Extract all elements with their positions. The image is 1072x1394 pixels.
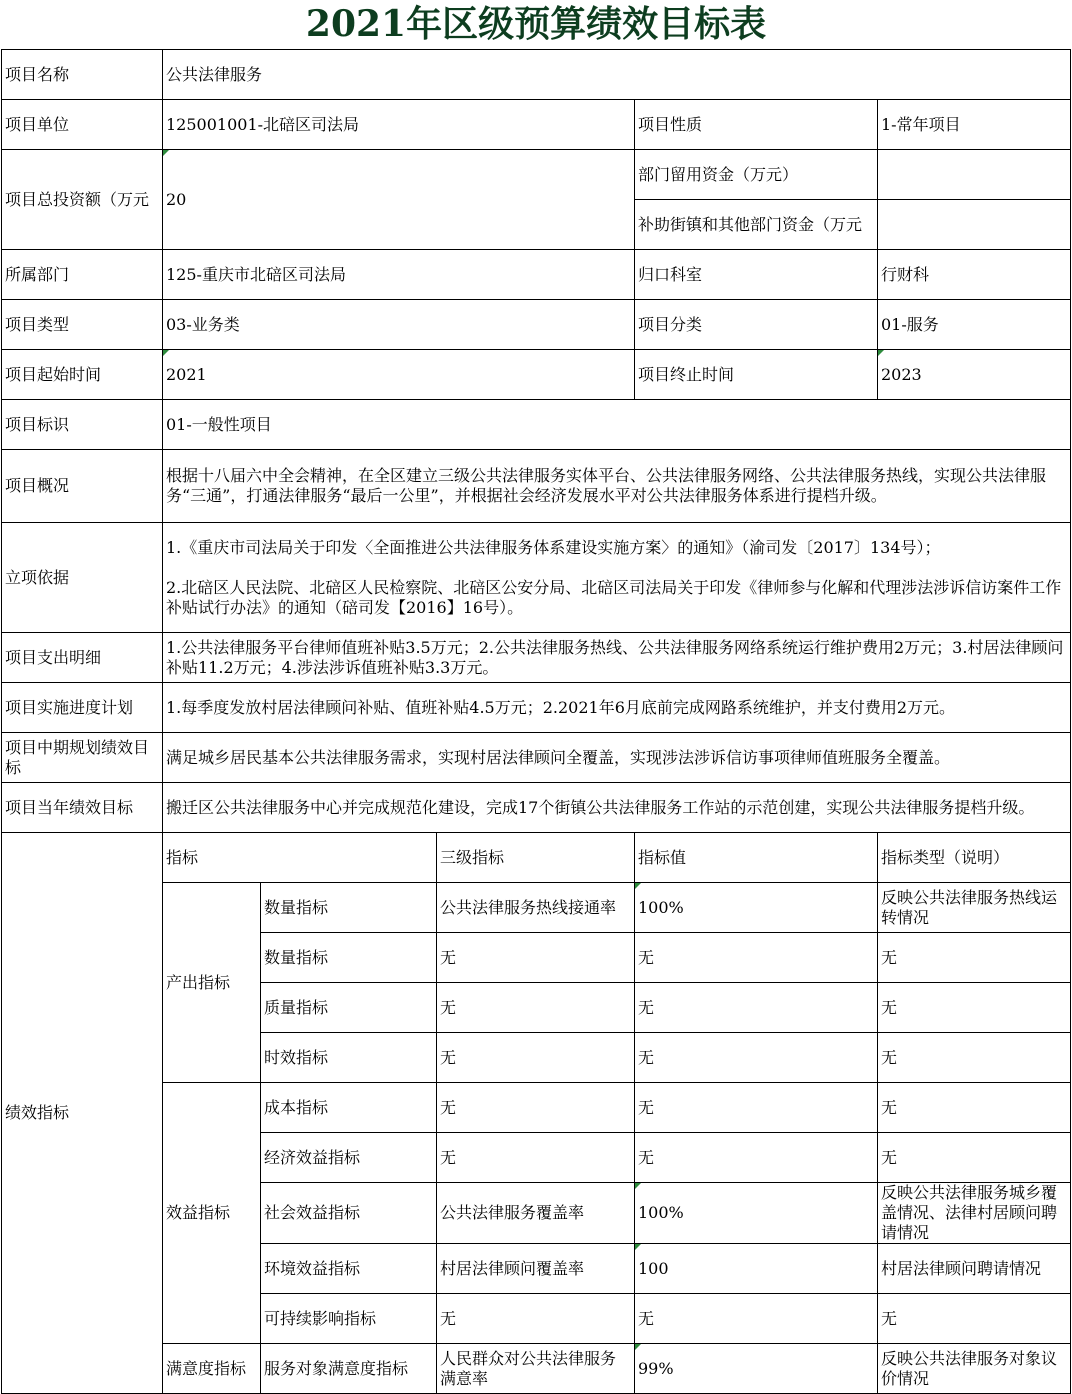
comment-marker bbox=[163, 350, 169, 356]
value-project-category[interactable]: 01-服务 bbox=[878, 300, 1071, 350]
basis-spacer bbox=[166, 558, 1067, 578]
row-project-type bbox=[2, 300, 1071, 350]
total-investment-text: 20 bbox=[166, 189, 187, 209]
value-basis[interactable] bbox=[163, 523, 1071, 633]
row-schedule bbox=[2, 683, 1071, 733]
indicator-value[interactable]: 无 bbox=[635, 983, 878, 1033]
basis-item-1: 1.《重庆市司法局关于印发〈全面推进公共法律服务体系建设实施方案〉的通知》（渝司发〔2017〕134号）； bbox=[166, 537, 941, 557]
indicator-level2[interactable]: 成本指标 bbox=[261, 1083, 437, 1133]
row-department bbox=[2, 250, 1071, 300]
label-expense-detail[interactable]: 项目支出明细 bbox=[2, 633, 163, 683]
label-project-type[interactable]: 项目类型 bbox=[2, 300, 163, 350]
indicator-level2[interactable]: 时效指标 bbox=[261, 1033, 437, 1083]
label-subsidy-funds[interactable]: 补助街镇和其他部门资金（万元 bbox=[635, 200, 878, 250]
label-counterpart-office[interactable]: 归口科室 bbox=[635, 250, 878, 300]
indicator-value[interactable] bbox=[635, 883, 878, 933]
end-time-text: 2023 bbox=[881, 364, 922, 384]
indicator-level3[interactable]: 无 bbox=[437, 933, 635, 983]
value-total-investment[interactable] bbox=[163, 150, 635, 250]
row-project-name bbox=[2, 50, 1071, 100]
header-value[interactable]: 指标值 bbox=[635, 833, 878, 883]
header-level3[interactable]: 三级指标 bbox=[437, 833, 635, 883]
label-project-name[interactable]: 项目名称 bbox=[2, 50, 163, 100]
label-total-investment[interactable]: 项目总投资额（万元 bbox=[2, 150, 163, 250]
value-start-time[interactable] bbox=[163, 350, 635, 400]
indicator-value[interactable] bbox=[635, 1183, 878, 1244]
indicator-value-text: 100% bbox=[638, 897, 684, 917]
indicator-level3[interactable]: 无 bbox=[437, 1133, 635, 1183]
row-indicator-header bbox=[2, 833, 1071, 883]
label-schedule[interactable]: 项目实施进度计划 bbox=[2, 683, 163, 733]
indicator-desc[interactable]: 反映公共法律服务热线运转情况 bbox=[878, 883, 1071, 933]
value-project-mark[interactable]: 01-一般性项目 bbox=[163, 400, 1071, 450]
value-mid-term-goal[interactable]: 满足城乡居民基本公共法律服务需求，实现村居法律顾问全覆盖，实现涉法涉诉信访事项律师值班服务全覆盖。 bbox=[163, 733, 1071, 783]
indicator-desc[interactable]: 无 bbox=[878, 933, 1071, 983]
comment-marker bbox=[635, 1244, 641, 1250]
indicator-value[interactable]: 无 bbox=[635, 1083, 878, 1133]
label-start-time[interactable]: 项目起始时间 bbox=[2, 350, 163, 400]
indicator-level3[interactable]: 无 bbox=[437, 1294, 635, 1344]
label-project-unit[interactable]: 项目单位 bbox=[2, 100, 163, 150]
label-basis[interactable]: 立项依据 bbox=[2, 523, 163, 633]
indicator-row bbox=[2, 883, 1071, 933]
label-overview[interactable]: 项目概况 bbox=[2, 450, 163, 523]
group-satisfaction-indicators[interactable]: 满意度指标 bbox=[163, 1344, 261, 1394]
value-project-nature[interactable]: 1-常年项目 bbox=[878, 100, 1071, 150]
indicator-level2[interactable]: 社会效益指标 bbox=[261, 1183, 437, 1244]
indicator-value-text: 100 bbox=[638, 1258, 669, 1278]
indicator-desc[interactable]: 反映公共法律服务对象议价情况 bbox=[878, 1344, 1071, 1394]
indicator-level2[interactable]: 服务对象满意度指标 bbox=[261, 1344, 437, 1394]
row-overview bbox=[2, 450, 1071, 523]
value-annual-goal[interactable]: 搬迁区公共法律服务中心并完成规范化建设，完成17个街镇公共法律服务工作站的示范创建，实现公共法律服务提档升级。 bbox=[163, 783, 1071, 833]
indicator-value[interactable]: 无 bbox=[635, 933, 878, 983]
indicator-desc[interactable]: 无 bbox=[878, 1033, 1071, 1083]
row-mid-term-goal bbox=[2, 733, 1071, 783]
value-project-type[interactable]: 03-业务类 bbox=[163, 300, 635, 350]
indicator-value-text: 99% bbox=[638, 1358, 674, 1378]
indicator-level2[interactable]: 数量指标 bbox=[261, 933, 437, 983]
indicator-level3[interactable]: 公共法律服务热线接通率 bbox=[437, 883, 635, 933]
indicator-level3[interactable]: 无 bbox=[437, 1033, 635, 1083]
indicator-value-text: 100% bbox=[638, 1203, 684, 1222]
indicator-level3[interactable]: 无 bbox=[437, 1083, 635, 1133]
indicator-row bbox=[2, 1344, 1071, 1394]
indicator-value[interactable] bbox=[635, 1344, 878, 1394]
indicator-level3[interactable]: 公共法律服务覆盖率 bbox=[437, 1183, 635, 1244]
indicator-value[interactable]: 无 bbox=[635, 1294, 878, 1344]
group-benefit-indicators[interactable]: 效益指标 bbox=[163, 1083, 261, 1344]
value-department[interactable]: 125-重庆市北碚区司法局 bbox=[163, 250, 635, 300]
indicator-level2[interactable]: 数量指标 bbox=[261, 883, 437, 933]
value-schedule[interactable]: 1.每季度发放村居法律顾问补贴、值班补贴4.5万元；2.2021年6月底前完成网路系统维护，并支付费用2万元。 bbox=[163, 683, 1071, 733]
indicator-level3[interactable]: 无 bbox=[437, 983, 635, 1033]
comment-marker bbox=[163, 150, 169, 156]
group-output-indicators[interactable]: 产出指标 bbox=[163, 883, 261, 1083]
row-project-mark bbox=[2, 400, 1071, 450]
label-performance-indicators[interactable]: 绩效指标 bbox=[2, 833, 163, 1394]
budget-performance-table bbox=[1, 49, 1071, 1394]
label-dept-reserved-funds[interactable]: 部门留用资金（万元） bbox=[635, 150, 878, 200]
indicator-value[interactable]: 无 bbox=[635, 1133, 878, 1183]
page-title: 2021年区级预算绩效目标表 bbox=[305, 3, 767, 45]
value-counterpart-office[interactable]: 行财科 bbox=[878, 250, 1071, 300]
label-mid-term-goal[interactable]: 项目中期规划绩效目标 bbox=[2, 733, 163, 783]
label-project-nature[interactable]: 项目性质 bbox=[635, 100, 878, 150]
comment-marker bbox=[878, 350, 884, 356]
value-overview[interactable]: 根据十八届六中全会精神，在全区建立三级公共法律服务实体平台、公共法律服务网络、公共法律服务热线，实现公共法律服务“三通”，打通法律服务“最后一公里”，并根据社会经济发展水平对公共法律服务体系进行提档升级。 bbox=[163, 450, 1071, 523]
value-dept-reserved-funds[interactable] bbox=[878, 150, 1071, 200]
basis-item-2: 2.北碚区人民法院、北碚区人民检察院、北碚区公安分局、北碚区司法局关于印发《律师参与化解和代理涉法涉诉信访案件工作补贴试行办法》的通知（碚司发【2016】16号）。 bbox=[166, 577, 1062, 617]
row-start-time bbox=[2, 350, 1071, 400]
row-basis bbox=[2, 523, 1071, 633]
header-indicator[interactable]: 指标 bbox=[163, 833, 437, 883]
value-end-time[interactable] bbox=[878, 350, 1071, 400]
header-type-desc[interactable]: 指标类型（说明） bbox=[878, 833, 1071, 883]
indicator-level2[interactable]: 环境效益指标 bbox=[261, 1244, 437, 1294]
indicator-desc[interactable]: 无 bbox=[878, 983, 1071, 1033]
indicator-value[interactable] bbox=[635, 1244, 878, 1294]
indicator-row bbox=[2, 1083, 1071, 1133]
indicator-level2[interactable]: 可持续影响指标 bbox=[261, 1294, 437, 1344]
indicator-level3[interactable]: 村居法律顾问覆盖率 bbox=[437, 1244, 635, 1294]
comment-marker bbox=[635, 1183, 641, 1189]
row-total-investment bbox=[2, 150, 1071, 200]
label-annual-goal[interactable]: 项目当年绩效目标 bbox=[2, 783, 163, 833]
indicator-desc[interactable]: 无 bbox=[878, 1083, 1071, 1133]
label-department[interactable]: 所属部门 bbox=[2, 250, 163, 300]
value-project-name[interactable]: 公共法律服务 bbox=[163, 50, 1071, 100]
value-expense-detail[interactable]: 1.公共法律服务平台律师值班补贴3.5万元；2.公共法律服务热线、公共法律服务网络系统运行维护费用2万元；3.村居法律顾问补贴11.2万元；4.涉法涉诉值班补贴3.3万元。 bbox=[163, 633, 1071, 683]
indicator-desc[interactable]: 无 bbox=[878, 1133, 1071, 1183]
indicator-level2[interactable]: 质量指标 bbox=[261, 983, 437, 1033]
row-annual-goal bbox=[2, 783, 1071, 833]
indicator-level3[interactable]: 人民群众对公共法律服务满意率 bbox=[437, 1344, 635, 1394]
label-end-time[interactable]: 项目终止时间 bbox=[635, 350, 878, 400]
indicator-level2[interactable]: 经济效益指标 bbox=[261, 1133, 437, 1183]
row-project-unit bbox=[2, 100, 1071, 150]
start-time-text: 2021 bbox=[166, 364, 207, 384]
label-project-category[interactable]: 项目分类 bbox=[635, 300, 878, 350]
comment-marker bbox=[635, 1344, 641, 1350]
indicator-desc[interactable]: 无 bbox=[878, 1294, 1071, 1344]
label-project-mark[interactable]: 项目标识 bbox=[2, 400, 163, 450]
indicator-desc[interactable]: 村居法律顾问聘请情况 bbox=[878, 1244, 1071, 1294]
indicator-desc[interactable]: 反映公共法律服务城乡覆盖情况、法律村居顾问聘请情况 bbox=[878, 1183, 1071, 1244]
indicator-value[interactable]: 无 bbox=[635, 1033, 878, 1083]
row-expense-detail bbox=[2, 633, 1071, 683]
value-project-unit[interactable]: 125001001-北碚区司法局 bbox=[163, 100, 635, 150]
value-subsidy-funds[interactable] bbox=[878, 200, 1071, 250]
comment-marker bbox=[635, 883, 641, 889]
